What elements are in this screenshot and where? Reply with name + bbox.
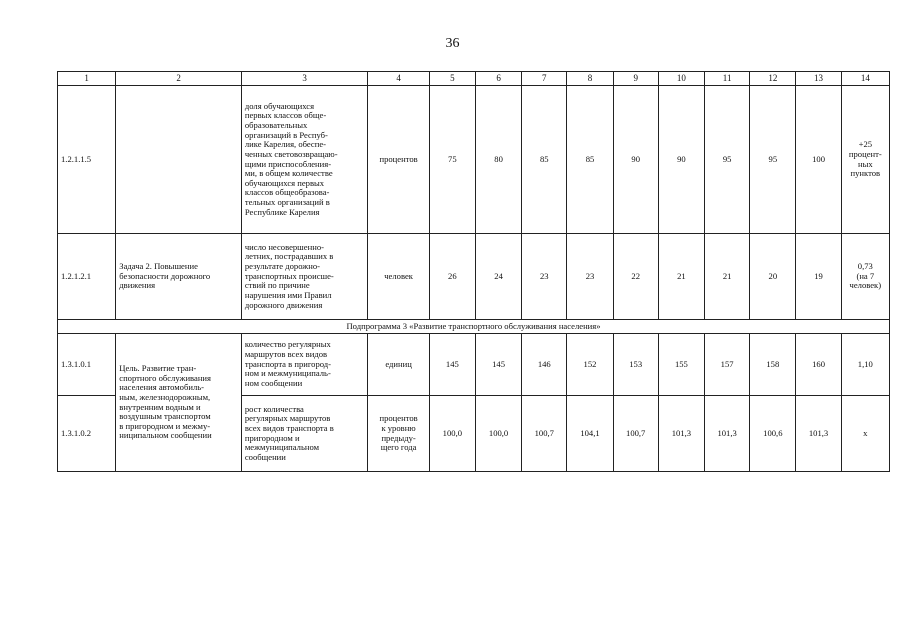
value-cell: 155 [658,334,704,396]
column-number: 1 [58,72,116,86]
column-number: 6 [475,72,521,86]
value-cell: 158 [750,334,796,396]
column-number: 14 [841,72,889,86]
indicator-cell: доля обучающихся первых классов обще- образовательных организаций в Респуб- лике Карелия, обеспе- ченных световозвращаю- щими приспособления- ми, в общем количестве обучающихся первых классов общеобразова- тельных организаций в Республике Карелия [241,86,368,234]
value-cell: 21 [658,234,704,320]
row-code: 1.3.1.0.1 [58,334,116,396]
goal-cell: Задача 2. Повышение безопасности дорожного движения [116,234,242,320]
column-number: 5 [429,72,475,86]
value-cell: 100,0 [429,396,475,472]
value-cell: 100 [796,86,841,234]
column-number: 4 [368,72,429,86]
column-number: 11 [705,72,750,86]
value-cell: 157 [705,334,750,396]
column-number: 8 [567,72,613,86]
value-cell: 26 [429,234,475,320]
value-cell: 90 [658,86,704,234]
unit-cell: процентов [368,86,429,234]
value-cell: 24 [475,234,521,320]
value-cell: 146 [522,334,567,396]
value-cell: 23 [567,234,613,320]
value-cell: 95 [705,86,750,234]
value-cell: 80 [475,86,521,234]
value-cell: 152 [567,334,613,396]
value-cell: 19 [796,234,841,320]
value-cell: 20 [750,234,796,320]
indicator-cell: рост количества регулярных маршрутов всех видов транспорта в пригородном и межмуниципальном сообщении [241,396,368,472]
column-number: 10 [658,72,704,86]
column-number-row [58,72,890,86]
unit-cell: процентов к уровню предыду- щего года [368,396,429,472]
value-cell: 104,1 [567,396,613,472]
value-cell: 85 [567,86,613,234]
final-value-cell: х [841,396,889,472]
page-number: 36 [445,36,460,51]
column-number: 9 [613,72,658,86]
value-cell: 145 [429,334,475,396]
final-value-cell: +25 процент- ных пунктов [841,86,889,234]
final-value-cell: 0,73 (на 7 человек) [841,234,889,320]
table-row [58,86,890,234]
value-cell: 85 [522,86,567,234]
value-cell: 100,6 [750,396,796,472]
value-cell: 145 [475,334,521,396]
value-cell: 101,3 [658,396,704,472]
unit-cell: единиц [368,334,429,396]
value-cell: 101,3 [705,396,750,472]
table-row [58,234,890,320]
subprogram-title: Подпрограмма 3 «Развитие транспортного обслуживания населения» [58,320,890,334]
value-cell: 101,3 [796,396,841,472]
value-cell: 23 [522,234,567,320]
indicator-cell: число несовершенно- летних, пострадавших в результате дорожно- транспортных происше- ствий по причине нарушения ими Правил дорожного движения [241,234,368,320]
goal-cell: Цель. Развитие тран- спортного обслуживания населения автомобиль- ным, железнодорожным, внутренним водным и воздушным транспортом в пригородном и межму- ниципальном сообщении [116,334,242,472]
table-row [58,334,890,396]
indicator-cell: количество регулярных маршрутов всех видов транспорта в пригород- ном и межмуниципаль- ном сообщении [241,334,368,396]
row-code: 1.3.1.0.2 [58,396,116,472]
column-number: 13 [796,72,841,86]
value-cell: 100,7 [522,396,567,472]
column-number: 7 [522,72,567,86]
value-cell: 22 [613,234,658,320]
value-cell: 95 [750,86,796,234]
column-number: 2 [116,72,242,86]
section-row [58,320,890,334]
column-number: 3 [241,72,368,86]
value-cell: 100,7 [613,396,658,472]
final-value-cell: 1,10 [841,334,889,396]
unit-cell: человек [368,234,429,320]
column-number: 12 [750,72,796,86]
indicator-table [57,71,890,472]
value-cell: 90 [613,86,658,234]
value-cell: 75 [429,86,475,234]
value-cell: 21 [705,234,750,320]
value-cell: 153 [613,334,658,396]
row-code: 1.2.1.1.5 [58,86,116,234]
goal-cell [116,86,242,234]
value-cell: 100,0 [475,396,521,472]
value-cell: 160 [796,334,841,396]
row-code: 1.2.1.2.1 [58,234,116,320]
